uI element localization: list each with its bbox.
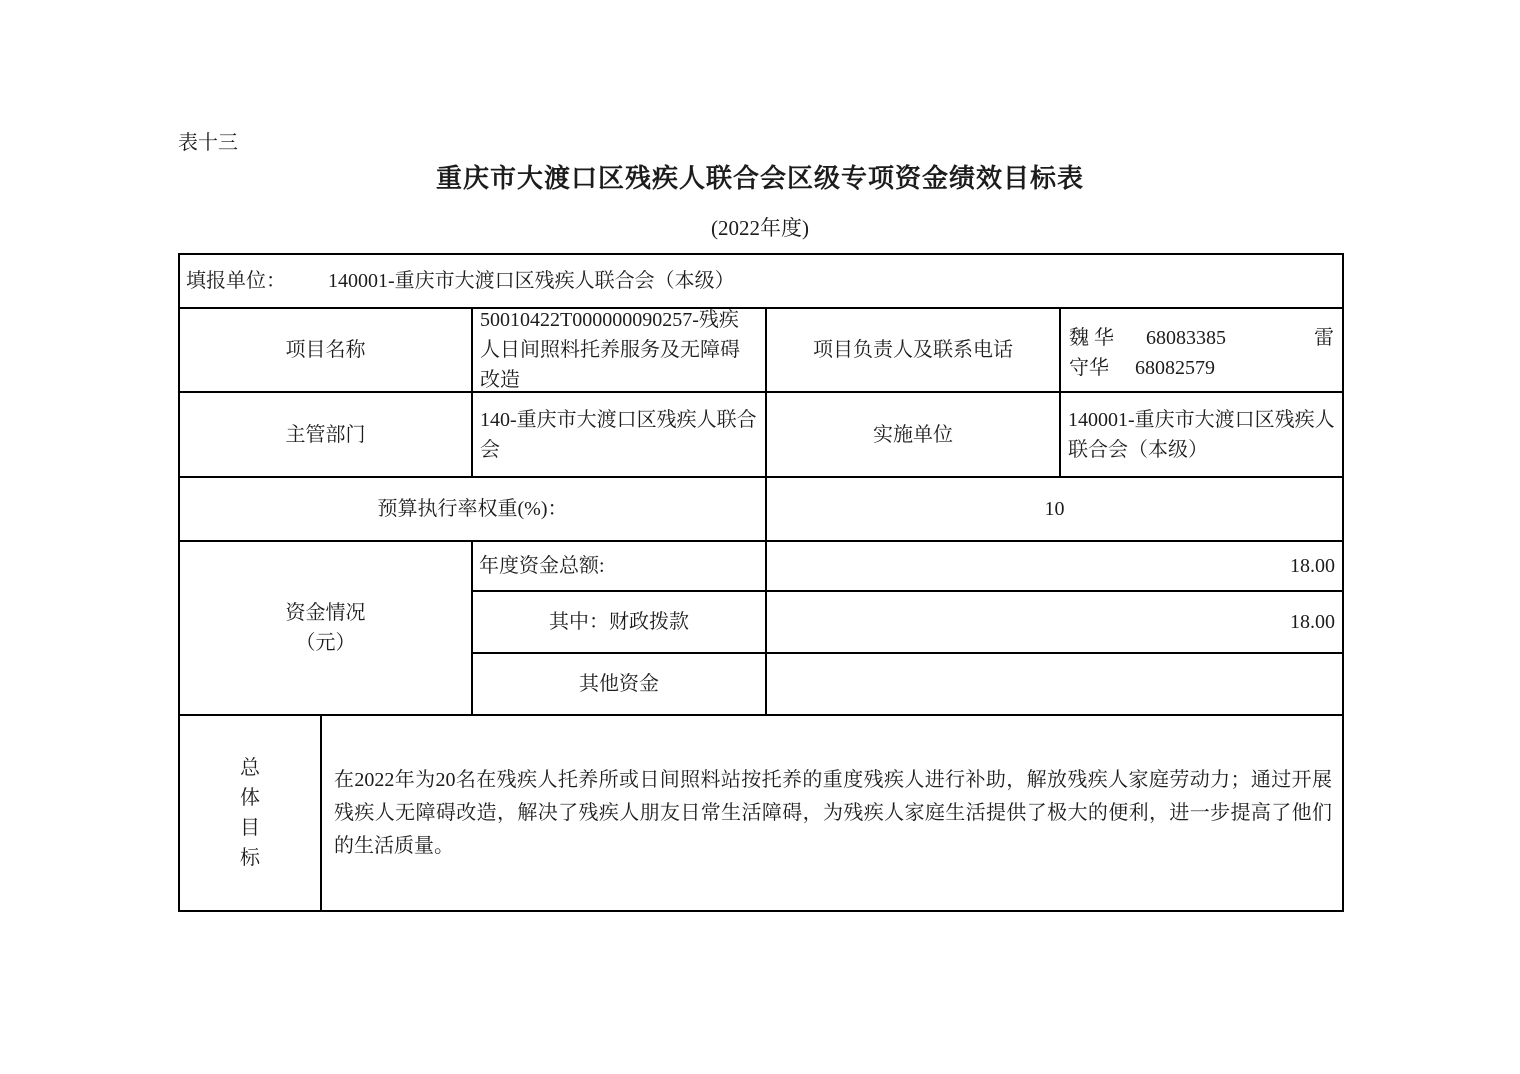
performance-target-table (178, 253, 1344, 912)
project-name-label: 项目名称 (285, 339, 366, 361)
page-subtitle: (2022年度) (711, 216, 809, 240)
project-contact-line2 (1069, 353, 1334, 383)
implementing-unit-label: 实施单位 (873, 423, 953, 446)
contact-phone-2: 68082579 (1135, 357, 1215, 379)
implementing-unit-label-cell (767, 393, 1061, 478)
project-name-label-cell (180, 309, 473, 393)
funds-fiscal-label-cell (473, 592, 767, 654)
overall-goal-char-4: 标 (240, 847, 260, 869)
project-contact-label-cell (767, 309, 1061, 393)
overall-goal-char-2: 体 (240, 787, 260, 809)
funds-total-value: 18.00 (1290, 555, 1335, 577)
budget-weight-label-cell (180, 478, 767, 542)
budget-weight-label: 预算执行率权重(%)： (377, 498, 568, 520)
funds-other-value-cell (767, 654, 1342, 716)
overall-goal-char-1: 总 (240, 757, 260, 779)
funds-total-label: 年度资金总额: (479, 555, 605, 577)
funds-other-label: 其他资金 (579, 673, 659, 695)
contact-name-2-part2: 守华 (1069, 357, 1109, 379)
project-name-value: 50010422T000000090257-残疾人日间照料托养服务及无障碍改造 (480, 309, 740, 391)
funds-fiscal-value-cell (767, 592, 1342, 654)
funds-label-line1: 资金情况 (285, 602, 366, 624)
project-contact-label: 项目负责人及联系电话 (813, 339, 1013, 361)
supervising-dept-label: 主管部门 (285, 423, 366, 446)
overall-goal-text: 在2022年为20名在残疾人托养所或日间照料站按托养的重度残疾人进行补助，解放残疾人家庭劳动力；通过开展残疾人无障碍改造，解决了残疾人朋友日常生活障碍，为残疾人家庭生活提供了极大的便利，进一步提高了他们的生活质量。 (334, 768, 1332, 857)
overall-goal-label-cell (180, 716, 322, 910)
budget-weight-value: 10 (1044, 498, 1065, 520)
funds-label-line2: （元） (295, 632, 356, 654)
supervising-dept-value-cell (473, 393, 767, 478)
contact-phone-1: 68083385 (1146, 327, 1226, 349)
implementing-unit-value-cell (1061, 393, 1342, 478)
funds-fiscal-label: 其中：财政拨款 (549, 611, 689, 633)
project-contact-value-cell (1061, 309, 1342, 393)
overall-goal-text-cell (322, 716, 1342, 910)
page-title: 重庆市大渡口区残疾人联合会区级专项资金绩效目标表 (435, 164, 1084, 193)
funds-total-label-cell (473, 542, 767, 592)
contact-name-1: 魏 华 (1069, 327, 1114, 349)
funds-label-cell (180, 542, 473, 716)
overall-goal-char-3: 目 (240, 817, 260, 839)
funds-fiscal-value: 18.00 (1290, 611, 1335, 633)
project-contact-line1 (1069, 323, 1334, 353)
reporting-unit-row (180, 255, 1342, 309)
form-number-label: 表十三 (178, 132, 238, 154)
funds-total-value-cell (767, 542, 1342, 592)
implementing-unit-value: 140001-重庆市大渡口区残疾人联合会（本级） (1068, 408, 1335, 461)
contact-name-2-part1: 雷 (1314, 327, 1334, 349)
reporting-unit-label: 填报单位： (186, 270, 286, 292)
project-name-value-cell (473, 309, 767, 393)
budget-weight-value-cell (767, 478, 1342, 542)
funds-other-label-cell (473, 654, 767, 716)
supervising-dept-label-cell (180, 393, 473, 478)
reporting-unit-value: 140001-重庆市大渡口区残疾人联合会（本级） (328, 270, 735, 292)
supervising-dept-value: 140-重庆市大渡口区残疾人联合会 (480, 408, 757, 461)
